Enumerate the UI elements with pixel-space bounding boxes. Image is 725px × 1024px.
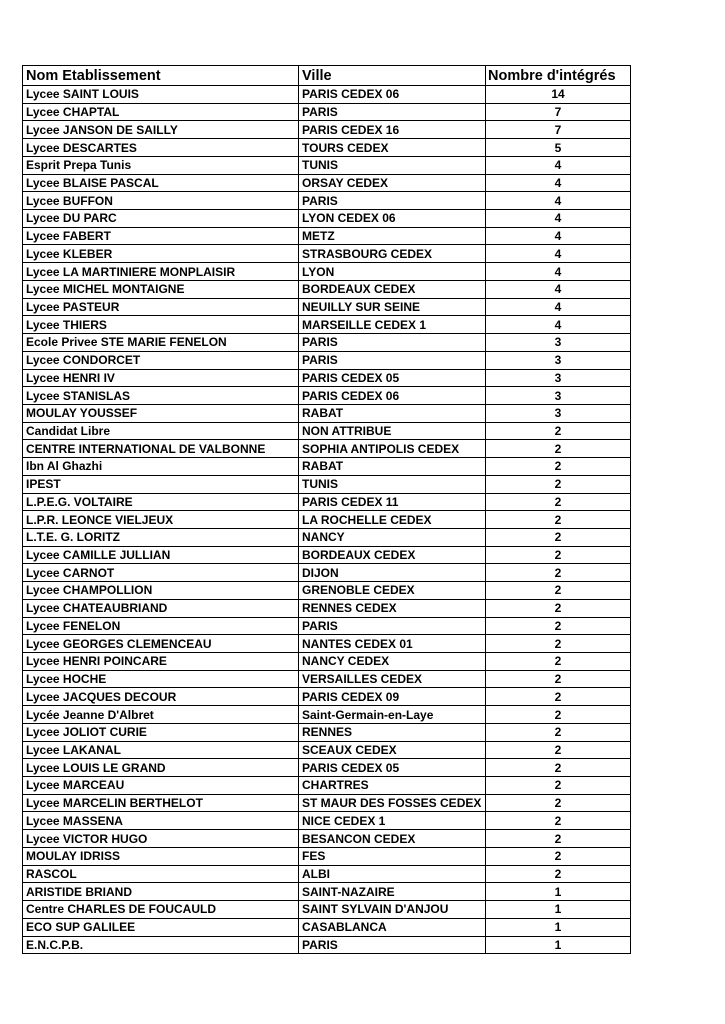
cell-count: 2 — [486, 582, 631, 600]
cell-city: BORDEAUX CEDEX — [299, 280, 486, 298]
cell-establishment: ECO SUP GALILEE — [23, 918, 299, 936]
cell-establishment: Lycee VICTOR HUGO — [23, 830, 299, 848]
cell-count: 4 — [486, 192, 631, 210]
table-row — [23, 865, 631, 883]
cell-establishment: MOULAY IDRISS — [23, 847, 299, 865]
cell-establishment: E.N.C.P.B. — [23, 936, 299, 954]
table-row — [23, 174, 631, 192]
cell-establishment: Lycee LAKANAL — [23, 741, 299, 759]
cell-establishment: L.P.E.G. VOLTAIRE — [23, 493, 299, 511]
cell-establishment: Lycee HENRI POINCARE — [23, 653, 299, 671]
table-row — [23, 458, 631, 476]
table-row — [23, 121, 631, 139]
cell-city: ALBI — [299, 865, 486, 883]
table-row — [23, 794, 631, 812]
cell-establishment: Lycee LA MARTINIERE MONPLAISIR — [23, 263, 299, 281]
table-row — [23, 830, 631, 848]
cell-establishment: Candidat Libre — [23, 422, 299, 440]
cell-count: 2 — [486, 653, 631, 671]
cell-city: PARIS CEDEX 09 — [299, 688, 486, 706]
table-row — [23, 387, 631, 405]
cell-city: TUNIS — [299, 156, 486, 174]
cell-establishment: Lycee STANISLAS — [23, 387, 299, 405]
cell-count: 3 — [486, 351, 631, 369]
cell-city: DIJON — [299, 564, 486, 582]
table-row — [23, 280, 631, 298]
table-row — [23, 777, 631, 795]
cell-establishment: Lycee FABERT — [23, 227, 299, 245]
cell-city: PARIS CEDEX 11 — [299, 493, 486, 511]
cell-establishment: Centre CHARLES DE FOUCAULD — [23, 901, 299, 919]
cell-count: 2 — [486, 440, 631, 458]
cell-establishment: Lycee MASSENA — [23, 812, 299, 830]
table-row — [23, 351, 631, 369]
cell-count: 2 — [486, 688, 631, 706]
table-row — [23, 901, 631, 919]
cell-city: STRASBOURG CEDEX — [299, 245, 486, 263]
cell-establishment: Lycee SAINT LOUIS — [23, 86, 299, 104]
cell-establishment: Lycee CHAMPOLLION — [23, 582, 299, 600]
cell-city: NANCY CEDEX — [299, 653, 486, 671]
table-row — [23, 369, 631, 387]
cell-count: 3 — [486, 404, 631, 422]
cell-city: Saint-Germain-en-Laye — [299, 706, 486, 724]
cell-count: 2 — [486, 830, 631, 848]
table-row — [23, 759, 631, 777]
cell-establishment: Lycee FENELON — [23, 617, 299, 635]
cell-city: RENNES CEDEX — [299, 599, 486, 617]
cell-count: 4 — [486, 174, 631, 192]
table-row — [23, 440, 631, 458]
cell-establishment: Lycee BUFFON — [23, 192, 299, 210]
table-row — [23, 847, 631, 865]
cell-city: PARIS CEDEX 05 — [299, 759, 486, 777]
table-row — [23, 599, 631, 617]
cell-count: 4 — [486, 245, 631, 263]
table-row — [23, 706, 631, 724]
cell-city: BESANCON CEDEX — [299, 830, 486, 848]
cell-count: 1 — [486, 901, 631, 919]
cell-establishment: Lycee CHAPTAL — [23, 103, 299, 121]
cell-count: 5 — [486, 139, 631, 157]
cell-count: 2 — [486, 564, 631, 582]
cell-establishment: Ecole Privee STE MARIE FENELON — [23, 334, 299, 352]
header-row — [23, 66, 631, 86]
table-row — [23, 564, 631, 582]
table-row — [23, 475, 631, 493]
cell-city: PARIS — [299, 192, 486, 210]
cell-city: METZ — [299, 227, 486, 245]
cell-count: 4 — [486, 280, 631, 298]
cell-city: MARSEILLE CEDEX 1 — [299, 316, 486, 334]
cell-city: PARIS — [299, 334, 486, 352]
cell-count: 3 — [486, 334, 631, 352]
table-row — [23, 688, 631, 706]
table-row — [23, 245, 631, 263]
table-row — [23, 298, 631, 316]
cell-city: PARIS — [299, 351, 486, 369]
table-row — [23, 404, 631, 422]
cell-city: GRENOBLE CEDEX — [299, 582, 486, 600]
cell-establishment: Lycee JACQUES DECOUR — [23, 688, 299, 706]
cell-count: 1 — [486, 883, 631, 901]
table-row — [23, 617, 631, 635]
cell-establishment: Lycee DESCARTES — [23, 139, 299, 157]
cell-city: VERSAILLES CEDEX — [299, 670, 486, 688]
cell-establishment: Lycee HENRI IV — [23, 369, 299, 387]
cell-count: 2 — [486, 706, 631, 724]
cell-establishment: Lycee LOUIS LE GRAND — [23, 759, 299, 777]
cell-city: SAINT-NAZAIRE — [299, 883, 486, 901]
cell-city: CASABLANCA — [299, 918, 486, 936]
cell-establishment: ARISTIDE BRIAND — [23, 883, 299, 901]
cell-count: 2 — [486, 741, 631, 759]
cell-establishment: Lycee GEORGES CLEMENCEAU — [23, 635, 299, 653]
cell-count: 7 — [486, 103, 631, 121]
cell-city: CHARTRES — [299, 777, 486, 795]
cell-count: 7 — [486, 121, 631, 139]
cell-establishment: Lycee JANSON DE SAILLY — [23, 121, 299, 139]
cell-count: 14 — [486, 86, 631, 104]
table-row — [23, 653, 631, 671]
cell-count: 4 — [486, 210, 631, 228]
cell-establishment: IPEST — [23, 475, 299, 493]
cell-count: 2 — [486, 794, 631, 812]
cell-city: RENNES — [299, 723, 486, 741]
column-header-name: Nom Etablissement — [23, 66, 299, 86]
cell-establishment: Lycee CHATEAUBRIAND — [23, 599, 299, 617]
table-row — [23, 227, 631, 245]
table-row — [23, 918, 631, 936]
cell-establishment: Esprit Prepa Tunis — [23, 156, 299, 174]
cell-count: 2 — [486, 528, 631, 546]
cell-establishment: CENTRE INTERNATIONAL DE VALBONNE — [23, 440, 299, 458]
cell-city: FES — [299, 847, 486, 865]
cell-establishment: Lycee KLEBER — [23, 245, 299, 263]
cell-count: 4 — [486, 227, 631, 245]
table-row — [23, 635, 631, 653]
table-body — [23, 86, 631, 954]
cell-establishment: Lycee MARCELIN BERTHELOT — [23, 794, 299, 812]
cell-city: BORDEAUX CEDEX — [299, 546, 486, 564]
cell-establishment: Lycee JOLIOT CURIE — [23, 723, 299, 741]
cell-count: 2 — [486, 847, 631, 865]
cell-establishment: Ibn Al Ghazhi — [23, 458, 299, 476]
cell-count: 2 — [486, 422, 631, 440]
table-row — [23, 723, 631, 741]
cell-establishment: L.P.R. LEONCE VIELJEUX — [23, 511, 299, 529]
cell-city: RABAT — [299, 404, 486, 422]
cell-count: 2 — [486, 865, 631, 883]
table-row — [23, 936, 631, 954]
cell-count: 3 — [486, 369, 631, 387]
cell-count: 2 — [486, 777, 631, 795]
cell-establishment: Lycee MICHEL MONTAIGNE — [23, 280, 299, 298]
cell-establishment: Lycee THIERS — [23, 316, 299, 334]
table-row — [23, 86, 631, 104]
cell-establishment: Lycée Jeanne D'Albret — [23, 706, 299, 724]
cell-city: PARIS — [299, 103, 486, 121]
column-header-city: Ville — [299, 66, 486, 86]
cell-city: TUNIS — [299, 475, 486, 493]
table-row — [23, 741, 631, 759]
table-row — [23, 263, 631, 281]
cell-count: 4 — [486, 263, 631, 281]
cell-city: TOURS CEDEX — [299, 139, 486, 157]
cell-count: 2 — [486, 599, 631, 617]
table-row — [23, 422, 631, 440]
table-row — [23, 210, 631, 228]
cell-city: NANTES CEDEX 01 — [299, 635, 486, 653]
cell-count: 4 — [486, 298, 631, 316]
cell-establishment: L.T.E. G. LORITZ — [23, 528, 299, 546]
cell-count: 2 — [486, 458, 631, 476]
table-row — [23, 546, 631, 564]
cell-establishment: Lycee PASTEUR — [23, 298, 299, 316]
column-header-count: Nombre d'intégrés — [486, 66, 631, 86]
cell-count: 4 — [486, 156, 631, 174]
cell-count: 2 — [486, 617, 631, 635]
table-row — [23, 883, 631, 901]
cell-establishment: Lycee CARNOT — [23, 564, 299, 582]
cell-city: RABAT — [299, 458, 486, 476]
table-row — [23, 103, 631, 121]
table-row — [23, 316, 631, 334]
cell-establishment: Lycee DU PARC — [23, 210, 299, 228]
cell-city: PARIS CEDEX 06 — [299, 86, 486, 104]
cell-city: LYON CEDEX 06 — [299, 210, 486, 228]
cell-count: 1 — [486, 936, 631, 954]
cell-city: ORSAY CEDEX — [299, 174, 486, 192]
cell-establishment: Lycee BLAISE PASCAL — [23, 174, 299, 192]
cell-city: PARIS CEDEX 05 — [299, 369, 486, 387]
table-row — [23, 493, 631, 511]
cell-establishment: Lycee CAMILLE JULLIAN — [23, 546, 299, 564]
cell-count: 2 — [486, 475, 631, 493]
cell-city: LA ROCHELLE CEDEX — [299, 511, 486, 529]
table-row — [23, 670, 631, 688]
cell-establishment: RASCOL — [23, 865, 299, 883]
cell-city: LYON — [299, 263, 486, 281]
cell-city: SAINT SYLVAIN D'ANJOU — [299, 901, 486, 919]
cell-city: NEUILLY SUR SEINE — [299, 298, 486, 316]
cell-city: NANCY — [299, 528, 486, 546]
cell-city: SOPHIA ANTIPOLIS CEDEX — [299, 440, 486, 458]
cell-count: 1 — [486, 918, 631, 936]
establishments-table — [22, 65, 631, 954]
cell-count: 2 — [486, 812, 631, 830]
table-row — [23, 511, 631, 529]
cell-count: 4 — [486, 316, 631, 334]
cell-city: SCEAUX CEDEX — [299, 741, 486, 759]
cell-establishment: Lycee HOCHE — [23, 670, 299, 688]
cell-count: 2 — [486, 759, 631, 777]
table-row — [23, 156, 631, 174]
table-row — [23, 139, 631, 157]
cell-establishment: Lycee MARCEAU — [23, 777, 299, 795]
table-row — [23, 582, 631, 600]
table-row — [23, 812, 631, 830]
table-row — [23, 192, 631, 210]
cell-city: ST MAUR DES FOSSES CEDEX — [299, 794, 486, 812]
cell-count: 2 — [486, 511, 631, 529]
table-row — [23, 334, 631, 352]
cell-count: 3 — [486, 387, 631, 405]
cell-establishment: Lycee CONDORCET — [23, 351, 299, 369]
cell-city: NON ATTRIBUE — [299, 422, 486, 440]
cell-count: 2 — [486, 635, 631, 653]
cell-city: PARIS — [299, 617, 486, 635]
cell-establishment: MOULAY YOUSSEF — [23, 404, 299, 422]
cell-count: 2 — [486, 493, 631, 511]
cell-city: PARIS — [299, 936, 486, 954]
cell-city: NICE CEDEX 1 — [299, 812, 486, 830]
cell-city: PARIS CEDEX 16 — [299, 121, 486, 139]
table-row — [23, 528, 631, 546]
cell-count: 2 — [486, 723, 631, 741]
cell-count: 2 — [486, 546, 631, 564]
cell-city: PARIS CEDEX 06 — [299, 387, 486, 405]
cell-count: 2 — [486, 670, 631, 688]
